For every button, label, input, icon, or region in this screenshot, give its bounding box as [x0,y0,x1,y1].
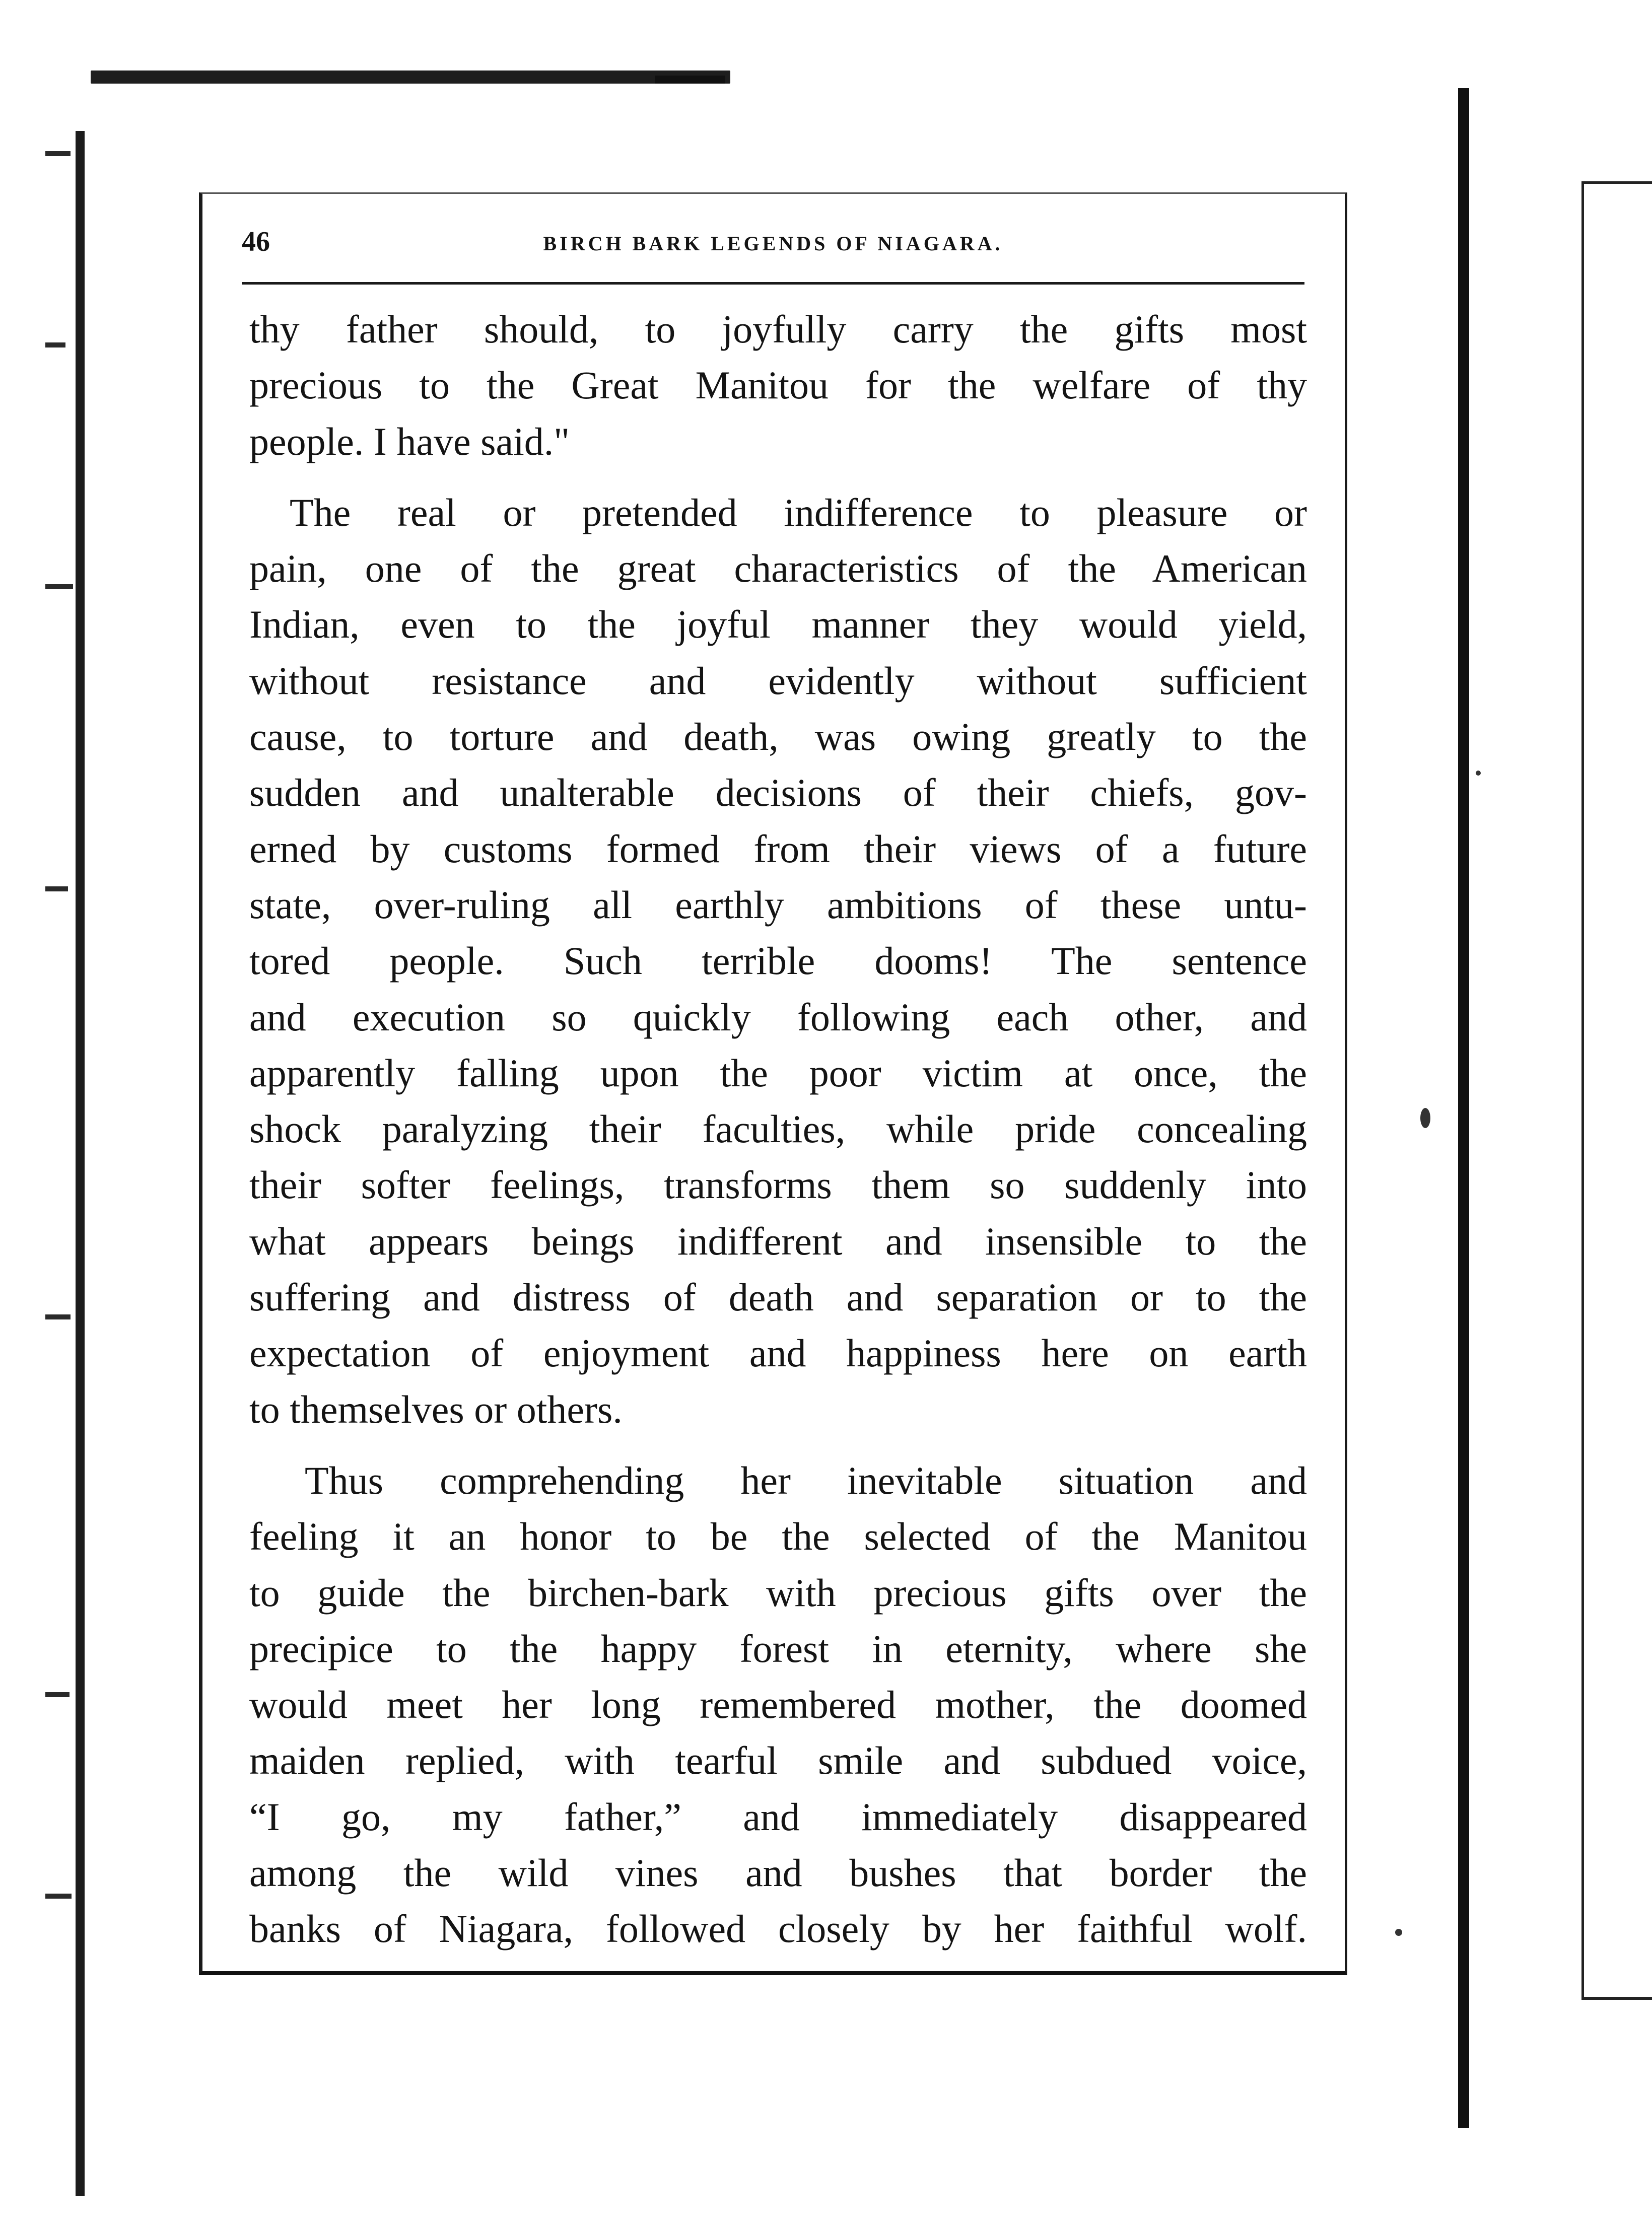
text-line: feeling it an honor to be the selected of the Manitou [249,1514,1307,1559]
scan-left-bar [76,131,85,2196]
scan-mark [45,1894,72,1899]
page-number: 46 [242,226,270,257]
scan-top-smear [91,71,730,84]
paragraph [249,1452,1307,1957]
text-line: erned by customs formed from their views of a future [249,826,1307,871]
text-line: state, over-ruling all earthly ambitions of these untu- [249,882,1307,927]
text-line: without resistance and evidently without sufficient [249,658,1307,703]
text-line: suffering and distress of death and separation or to the [249,1275,1307,1319]
text-line: and execution so quickly following each other, and [249,995,1307,1039]
page-header [242,226,1304,261]
text-line: precious to the Great Manitou for the welfare of thy [249,363,1307,407]
text-line: The real or pretended indifference to pleasure or [290,490,1307,534]
scan-mark [45,342,65,347]
text-line: pain, one of the great characteristics of the American [249,546,1307,591]
text-line: Thus comprehending her inevitable situation and [305,1458,1307,1502]
text-line: what appears beings indifferent and insensible to the [249,1219,1307,1263]
running-head: BIRCH BARK LEGENDS OF NIAGARA. [543,232,1003,255]
text-line: expectation of enjoyment and happiness here on earth [249,1331,1307,1375]
body-text [249,301,1307,1957]
scan-speck [1395,1929,1402,1936]
scan-top-smear [655,76,725,84]
scan-right-bracket [1581,181,1652,2000]
text-line: among the wild vines and bushes that border the [249,1851,1307,1895]
text-line: people. I have said." [249,419,570,463]
text-line: thy father should, to joyfully carry the gifts most [249,307,1307,351]
paragraph [249,301,1307,469]
text-line: precipice to the happy forest in eternity, where she [249,1626,1307,1671]
scan-mark [45,1692,70,1697]
text-line: maiden replied, with tearful smile and subdued voice, [249,1738,1307,1783]
text-line: shock paralyzing their faculties, while pride concealing [249,1107,1307,1151]
text-line: apparently falling upon the poor victim at once, the [249,1051,1307,1095]
header-rule [242,282,1304,285]
scan-left-edge [45,131,93,2196]
text-line: “I go, my father,” and immediately disappeared [249,1794,1307,1839]
scan-speck [1476,771,1481,776]
text-line: would meet her long remembered mother, the doomed [249,1683,1307,1727]
text-line: sudden and unalterable decisions of their chiefs, gov- [249,771,1307,815]
text-line: their softer feelings, transforms them so suddenly into [249,1163,1307,1207]
paragraph [249,484,1307,1437]
text-line: to themselves or others. [249,1387,623,1431]
scan-mark [45,1314,71,1319]
text-line: tored people. Such terrible dooms! The sentence [249,939,1307,983]
scan-mark [45,886,68,891]
scan-mark [45,151,71,156]
scan-mark [45,584,73,589]
text-line: to guide the birchen-bark with precious gifts over the [249,1570,1307,1615]
text-line: cause, to torture and death, was owing greatly to the [249,715,1307,759]
scan-speck [1420,1108,1430,1128]
text-line: banks of Niagara, followed closely by her faithful wolf. [249,1907,1307,1951]
text-line: Indian, even to the joyful manner they would yield, [249,602,1307,647]
scan-right-rule [1458,88,1469,2128]
